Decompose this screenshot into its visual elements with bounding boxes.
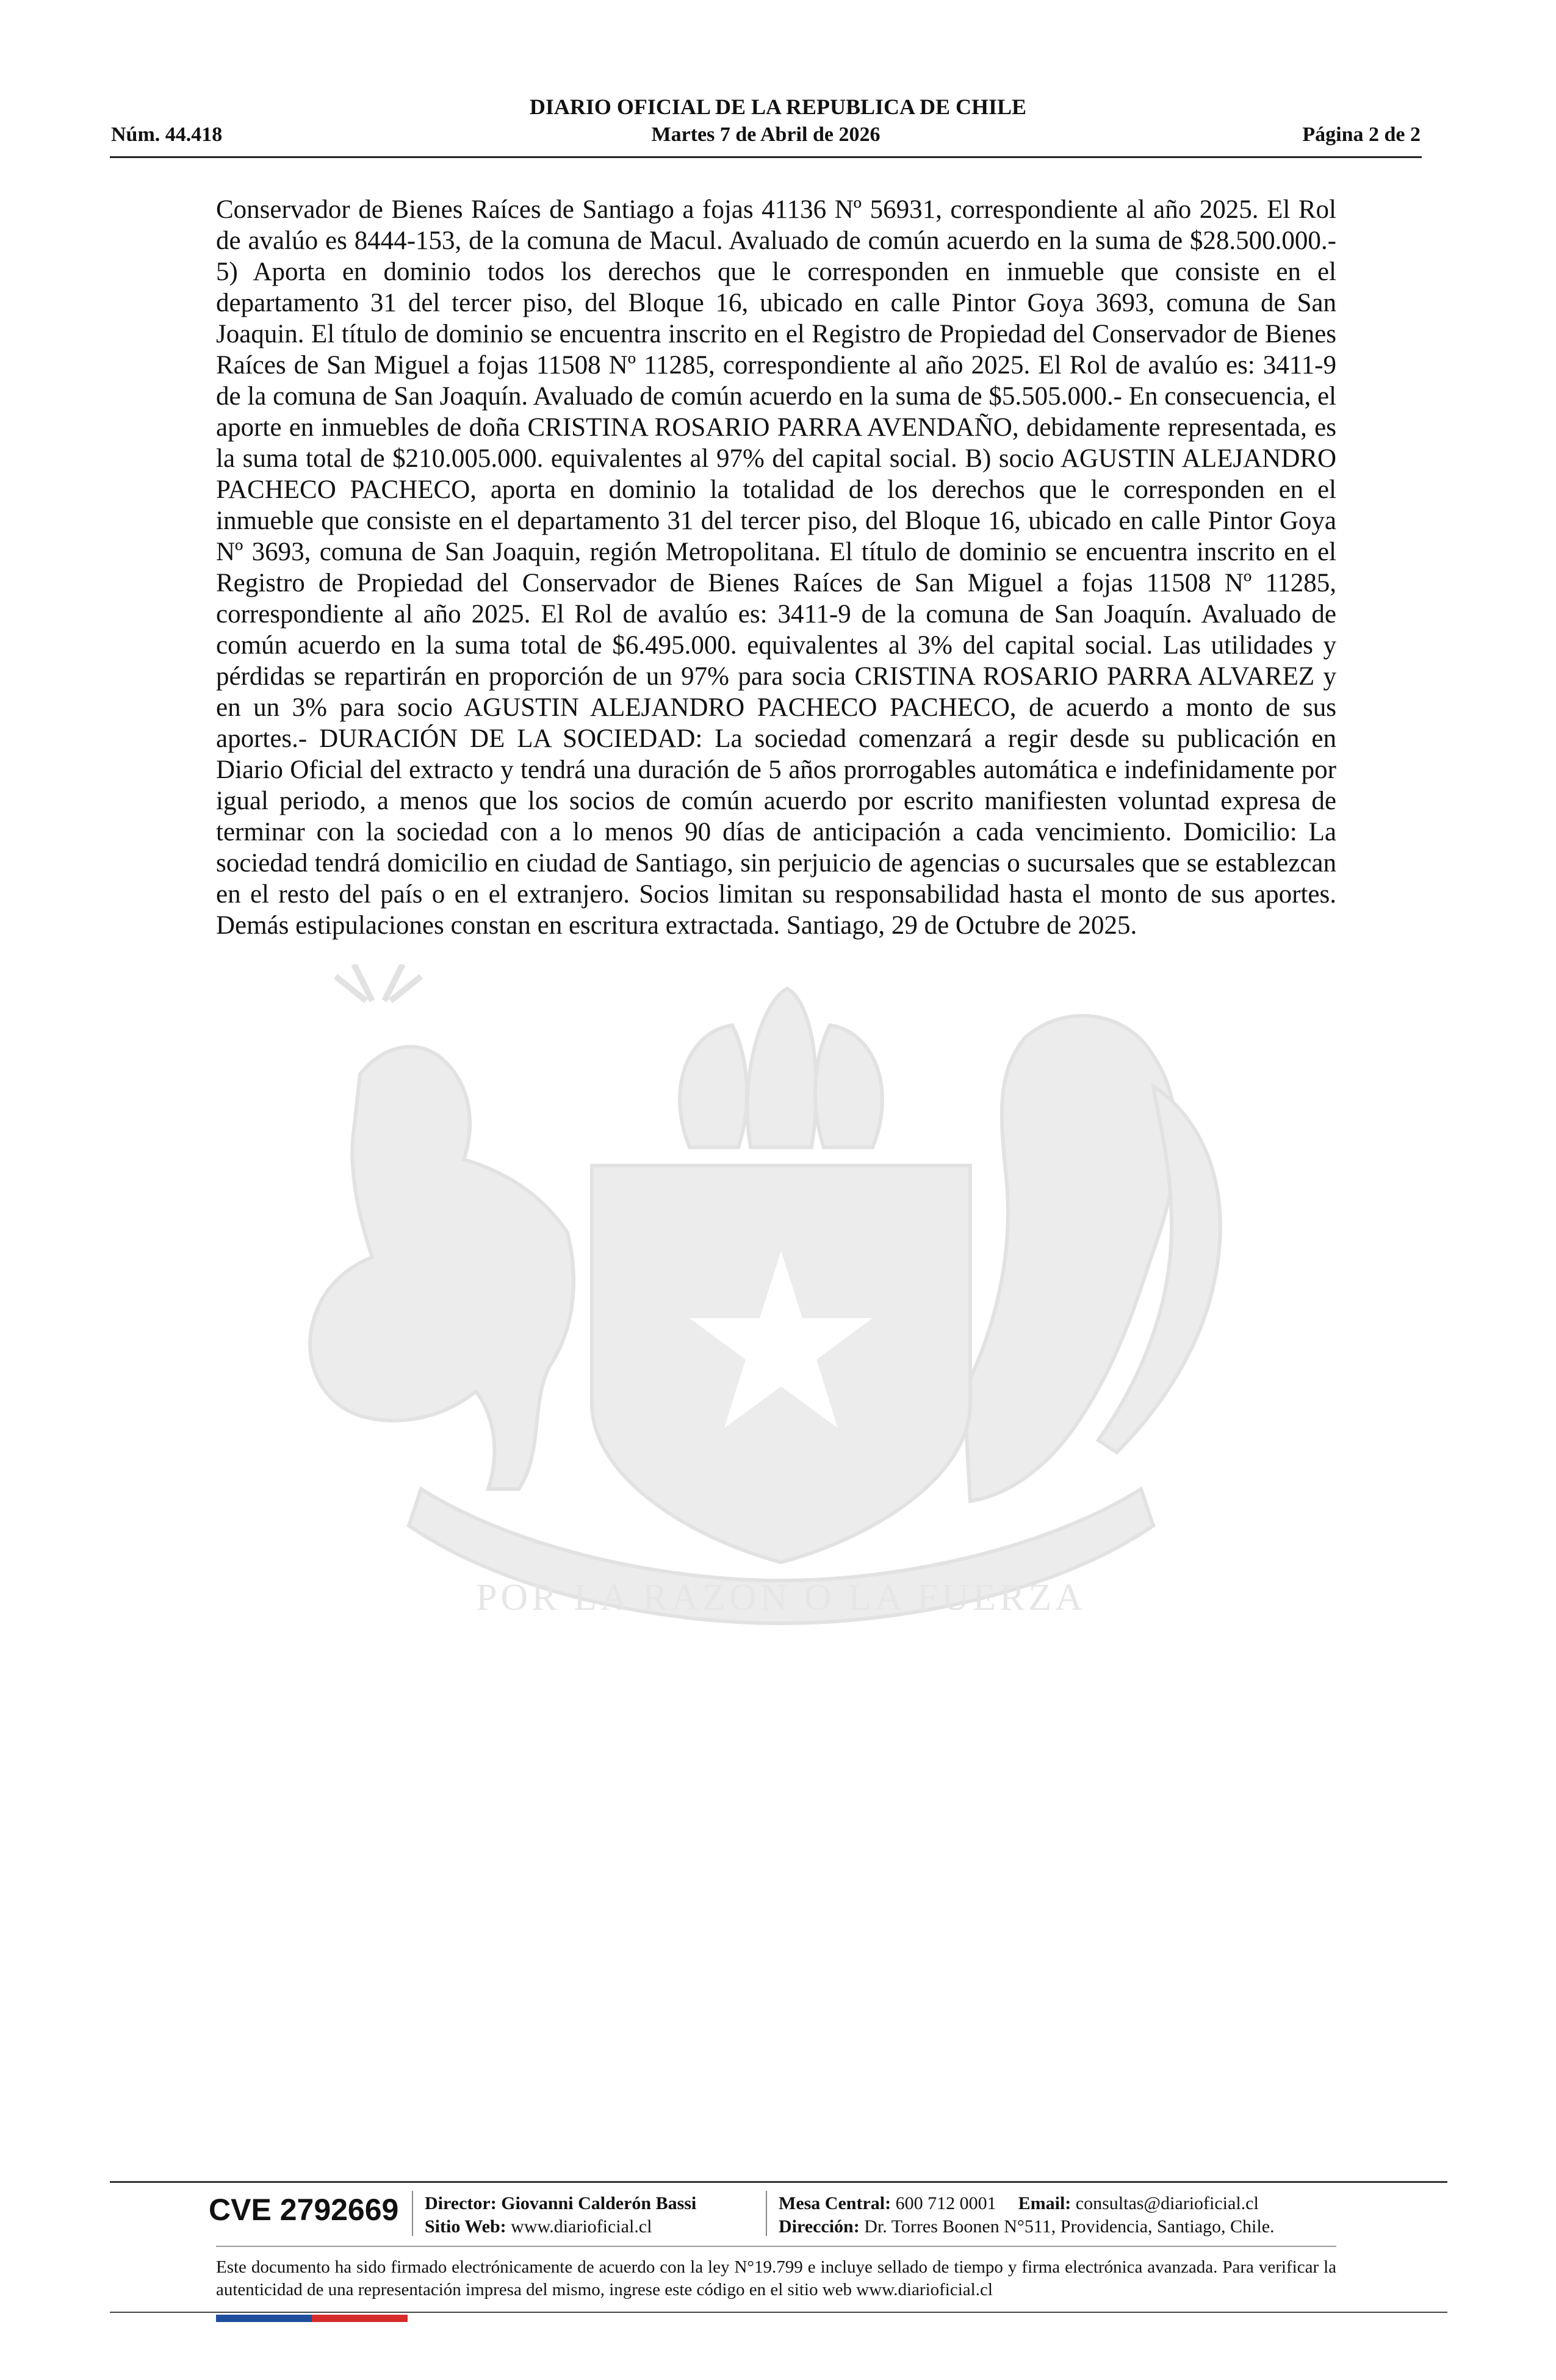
email-label: Email: [1018,2193,1072,2213]
director-label: Director: [425,2193,497,2213]
header-divider [110,156,1422,158]
footer-contact-block [779,2192,1340,2238]
footer-divider-top [110,2181,1447,2183]
header-row [111,121,1421,150]
phone-label: Mesa Central: [779,2193,891,2213]
footer-director-block [425,2192,754,2238]
website-label: Sitio Web: [425,2216,506,2237]
page-number: Página 2 de 2 [1302,123,1421,146]
flag-blue-segment [216,2315,312,2322]
footer-divider-bottom [110,2312,1447,2313]
address-label: Dirección: [779,2216,860,2237]
footer-separator [412,2191,413,2236]
website-link[interactable]: www.diarioficial.cl [511,2216,652,2237]
issue-date: Martes 7 de Abril de 2026 [651,123,881,146]
signature-notice: Este documento ha sido firmado electrónicamente de acuerdo con la ley N°19.799 e incluye sellado de tiempo y firma electrónica avanzada. Para verificar la autenticidad de una representación impresa del mismo, ingrese este código en el sitio web www.diarioficial.cl [216,2257,1336,2299]
cve-code: CVE 2792669 [209,2193,399,2227]
flag-red-segment [312,2315,408,2322]
watermark-motto: POR LA RAZON O LA FUERZA [475,1577,1087,1618]
document-body: Conservador de Bienes Raíces de Santiago a fojas 41136 Nº 56931, correspondiente al año 2025. El Rol de avalúo es 8444-153, de la comuna de Macul. Avaluado de común acuerdo en la suma de $28.500.000.- 5) Aporta en dominio todos los derechos que le corresponden en inmueble que consiste en el departamento 31 del tercer piso, del Bloque 16, ubicado en calle Pintor Goya 3693, comuna de San Joaquin. El título de dominio se encuentra inscrito en el Registro de Propiedad del Conservador de Bienes Raíces de San Miguel a fojas 11508 Nº 11285, correspondiente al año 2025. El Rol de avalúo es: 3411-9 de la comuna de San Joaquín. Avaluado de común acuerdo en la suma de $5.505.000.- En consecuencia, el aporte en inmuebles de doña CRISTINA ROSARIO PARRA AVENDAÑO, debidamente representada, es la suma total de $210.005.000. equivalentes al 97% del capital social. B) socio AGUSTIN ALEJANDRO PACHECO PACHECO, aporta en dominio la totalidad de los derechos que le corresponden en el inmueble que consiste en el departamento 31 del tercer piso, del Bloque 16, ubicado en calle Pintor Goya Nº 3693, comuna de San Joaquin, región Metropolitana. El título de dominio se encuentra inscrito en el Registro de Propiedad del Conservador de Bienes Raíces de San Miguel a fojas 11508 Nº 11285, correspondiente al año 2025. El Rol de avalúo es: 3411-9 de la comuna de San Joaquín. Avaluado de común acuerdo en la suma total de $6.495.000. equivalentes al 3% del capital social. Las utilidades y pérdidas se repartirán en proporción de un 97% para socia CRISTINA ROSARIO PARRA ALVAREZ y en un 3% para socio AGUSTIN ALEJANDRO PACHECO PACHECO, de acuerdo a monto de sus aportes.- DURACIÓN DE LA SOCIEDAD: La sociedad comenzará a regir desde su publicación en Diario Oficial del extracto y tendrá una duración de 5 años prorrogables automática e indefinidamente por igual periodo, a menos que los socios de común acuerdo por escrito manifiesten voluntad expresa de terminar con la sociedad con a lo menos 90 días de anticipación a cada vencimiento. Domicilio: La sociedad tendrá domicilio en ciudad de Santiago, sin perjuicio de agencias o sucursales que se establezcan en el resto del país o en el extranjero. Socios limitan su responsabilidad hasta el monto de sus aportes. Demás estipulaciones constan en escritura extractada. Santiago, 29 de Octubre de 2025. [216,195,1336,940]
phone-number: 600 712 0001 [895,2193,996,2213]
publication-title: DIARIO OFICIAL DE LA REPUBLICA DE CHILE [529,95,1027,119]
email-link[interactable]: consultas@diarioficial.cl [1075,2193,1259,2213]
issue-number: Núm. 44.418 [111,123,223,146]
address-value: Dr. Torres Boonen N°511, Providencia, Santiago, Chile. [864,2216,1275,2237]
flag-stripe [216,2315,408,2322]
coat-of-arms-watermark-icon [201,964,1361,1660]
footer-separator [766,2191,767,2236]
director-name: Giovanni Calderón Bassi [501,2193,697,2213]
footer-divider-mid [216,2246,1336,2247]
